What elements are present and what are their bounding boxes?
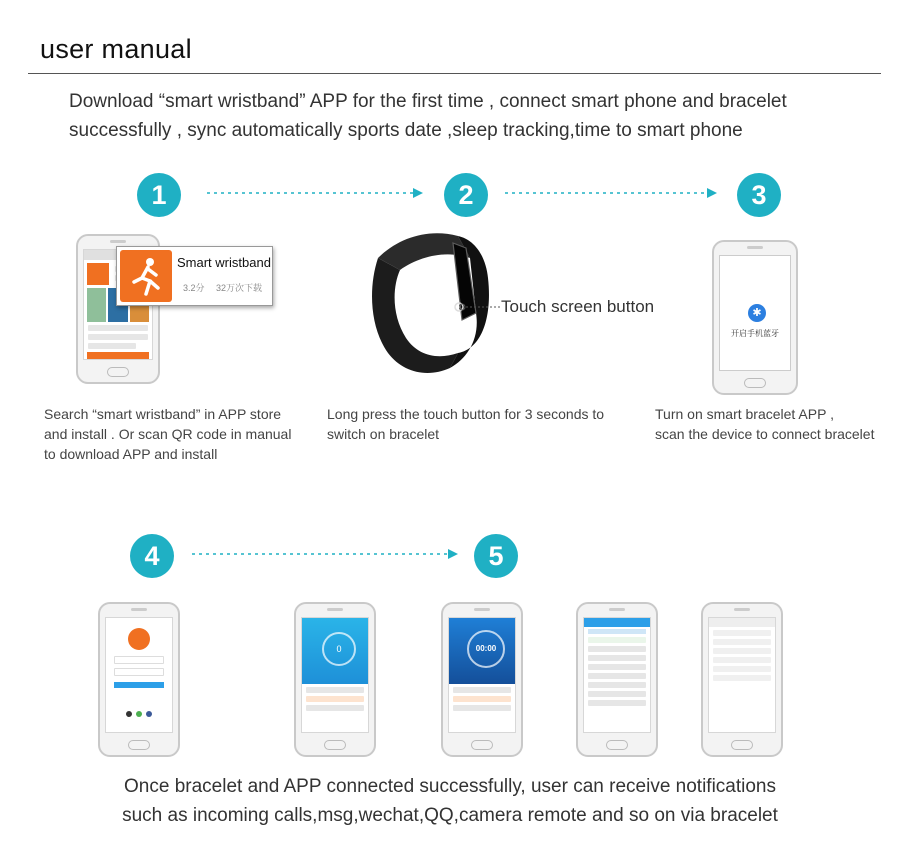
intro-line-1: Download “smart wristband” APP for the first time , connect smart phone and bracelet	[69, 91, 787, 112]
arrow-1-to-2	[205, 185, 427, 201]
step-1-badge: 1	[137, 173, 181, 217]
phone-device-list	[701, 602, 783, 757]
step-3-caption-line: scan the device to connect bracelet	[655, 426, 875, 442]
step-1-caption-line: and install . Or scan QR code in manual	[44, 426, 292, 442]
app-name: Smart wristband	[177, 255, 271, 270]
touch-callout-line	[459, 298, 503, 318]
arrow-4-to-5	[190, 546, 462, 562]
step-5-badge: 5	[474, 534, 518, 578]
step-1-caption-line: to download APP and install	[44, 446, 218, 462]
app-runner-icon	[120, 250, 172, 302]
touch-button-callout: Touch screen button	[501, 297, 655, 316]
step-1-caption	[44, 404, 291, 464]
step-2-caption	[327, 404, 604, 444]
intro-line-2: successfully , sync automatically sports date ,sleep tracking,time to smart phone	[69, 120, 743, 141]
time-readout-dark: 00:00	[467, 630, 505, 668]
phone-login	[98, 602, 180, 757]
step-3-caption	[655, 404, 874, 444]
intro-text	[69, 87, 889, 145]
phone-bluetooth	[712, 240, 798, 395]
title-divider	[28, 73, 881, 74]
bluetooth-label: 开启手机蓝牙	[731, 329, 779, 338]
step-2-caption-line: Long press the touch button for 3 seconds to	[327, 406, 605, 422]
app-store-card[interactable]	[116, 246, 273, 306]
step-2-badge: 2	[444, 173, 488, 217]
page-title: user manual	[40, 34, 192, 64]
steps-count-blue: 0	[322, 632, 356, 666]
phone-dashboard-blue	[294, 602, 376, 757]
footer-line-1: Once bracelet and APP connected successfully, user can receive notifications	[124, 776, 776, 797]
phone-notification-settings	[576, 602, 658, 757]
step-3-badge: 3	[737, 173, 781, 217]
step-3-caption-line: Turn on smart bracelet APP ,	[655, 406, 834, 422]
footer-text	[0, 772, 900, 830]
step-4-badge: 4	[130, 534, 174, 578]
arrow-2-to-3	[503, 185, 721, 201]
step-2-caption-line: switch on bracelet	[327, 426, 440, 442]
app-rating: 3.2分	[183, 283, 205, 293]
app-downloads: 32万次下载	[216, 283, 263, 293]
step-1-caption-line: Search “smart wristband” in APP store	[44, 406, 282, 422]
phone-dashboard-dark	[441, 602, 523, 757]
footer-line-2: such as incoming calls,msg,wechat,QQ,camera remote and so on via bracelet	[122, 805, 778, 826]
bluetooth-icon: ✱	[748, 304, 766, 322]
